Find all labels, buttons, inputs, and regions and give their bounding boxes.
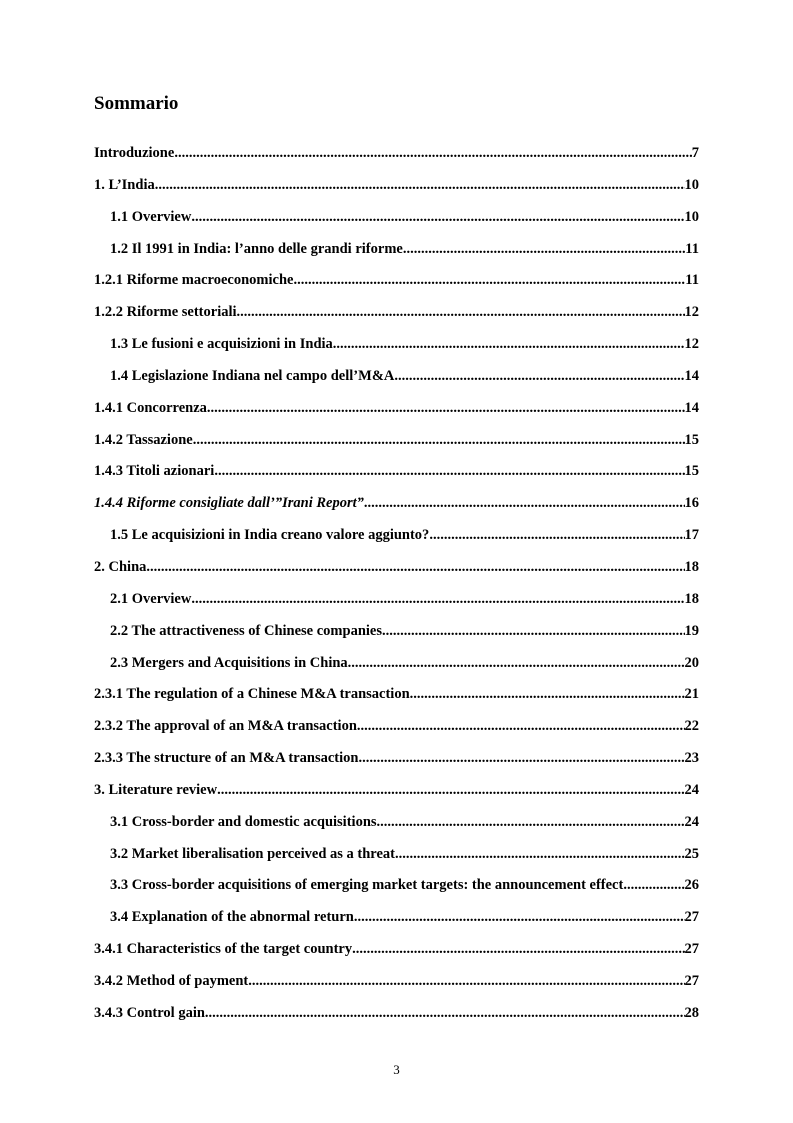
toc-leader-dots xyxy=(146,559,684,576)
toc-entry-label: 1.3 Le fusioni e acquisizioni in India xyxy=(110,336,333,353)
toc-entry-label: Introduzione xyxy=(94,145,175,161)
toc-leader-dots xyxy=(217,782,684,799)
toc-entry-label: 1.4.2 Tassazione xyxy=(94,431,193,448)
toc-entry-label: 3.1 Cross-border and domestic acquisitions xyxy=(110,813,377,830)
toc-entry[interactable] xyxy=(94,527,699,559)
toc-entry-page: 11 xyxy=(685,240,699,257)
toc-entry-label: 2.3.2 The approval of an M&A transaction xyxy=(94,718,357,735)
toc-entry[interactable] xyxy=(94,973,699,1005)
toc-entry-label: 3.3 Cross-border acquisitions of emerging market targets: the announcement effect xyxy=(110,877,624,894)
toc-entry-label: 3.4 Explanation of the abnormal return xyxy=(110,909,354,926)
toc-entry-label: 1.4.3 Titoli azionari xyxy=(94,463,215,480)
page-title: Sommario xyxy=(94,93,179,114)
toc-leader-dots xyxy=(382,623,685,640)
toc-entry-page: 26 xyxy=(684,877,699,894)
toc-entry-label: 1.4.1 Concorrenza xyxy=(94,399,207,416)
toc-entry-page: 19 xyxy=(684,622,699,639)
toc-leader-dots xyxy=(214,463,684,480)
toc-entry-page: 27 xyxy=(684,909,699,926)
toc-entry-page: 25 xyxy=(684,845,699,862)
toc-leader-dots xyxy=(364,495,685,512)
toc-entry[interactable] xyxy=(94,559,699,591)
toc-entry-label: 3.4.2 Method of payment xyxy=(94,972,249,989)
toc-leader-dots xyxy=(354,909,685,926)
toc-entry[interactable] xyxy=(94,432,699,464)
toc-entry[interactable] xyxy=(94,463,699,495)
toc-entry[interactable] xyxy=(94,495,699,527)
toc-entry[interactable] xyxy=(94,686,699,718)
toc-entry-label: 2.3 Mergers and Acquisitions in China xyxy=(110,654,348,671)
toc-leader-dots xyxy=(429,527,684,544)
toc-entry[interactable] xyxy=(94,718,699,750)
toc-leader-dots xyxy=(205,1005,685,1022)
toc-entry-page: 14 xyxy=(684,399,699,416)
toc-entry-page: 10 xyxy=(684,176,699,193)
toc-leader-dots xyxy=(395,846,685,863)
toc-entry-label: 2.3.3 The structure of an M&A transaction xyxy=(94,750,359,767)
toc-leader-dots xyxy=(191,209,684,226)
toc-entry-label: 1.2.2 Riforme settoriali xyxy=(94,304,237,321)
toc-entry[interactable] xyxy=(94,241,699,273)
toc-entry[interactable] xyxy=(94,272,699,304)
toc-entry-label: 2.1 Overview xyxy=(110,590,192,607)
toc-entry-page: 14 xyxy=(684,367,699,384)
table-of-contents xyxy=(94,145,699,1037)
toc-leader-dots xyxy=(333,336,685,353)
toc-entry-label: 2.3.1 The regulation of a Chinese M&A transaction xyxy=(94,686,410,703)
toc-entry-page: 16 xyxy=(684,495,699,512)
toc-entry[interactable] xyxy=(94,941,699,973)
toc-entry-page: 12 xyxy=(684,336,699,353)
toc-entry-label: 3.2 Market liberalisation perceived as a threat xyxy=(110,845,395,862)
toc-entry[interactable] xyxy=(94,814,699,846)
toc-entry-label: 1.4.4 Riforme consigliate dall’”Irani Report” xyxy=(94,495,364,512)
toc-entry-page: 24 xyxy=(684,781,699,798)
toc-leader-dots xyxy=(293,272,685,289)
toc-entry-page: 10 xyxy=(684,208,699,225)
toc-entry[interactable] xyxy=(94,177,699,209)
toc-entry-label: 1.2 Il 1991 in India: l’anno delle grandi riforme xyxy=(110,240,403,257)
toc-entry-label: 1. L’India xyxy=(94,176,155,193)
toc-leader-dots xyxy=(248,973,684,990)
toc-entry[interactable] xyxy=(94,336,699,368)
toc-entry-page: 18 xyxy=(684,558,699,575)
toc-entry-page: 21 xyxy=(684,686,699,703)
toc-entry-page: 18 xyxy=(684,590,699,607)
toc-entry[interactable] xyxy=(94,846,699,878)
toc-leader-dots xyxy=(403,241,685,258)
toc-entry[interactable] xyxy=(94,145,699,177)
toc-entry-page: 23 xyxy=(684,750,699,767)
toc-entry-label: 3. Literature review xyxy=(94,781,218,798)
toc-entry[interactable] xyxy=(94,304,699,336)
toc-leader-dots xyxy=(155,177,685,194)
toc-entry[interactable] xyxy=(94,655,699,687)
toc-leader-dots xyxy=(191,591,684,608)
toc-entry-page: 15 xyxy=(684,431,699,448)
toc-entry-page: 22 xyxy=(684,718,699,735)
toc-leader-dots xyxy=(348,655,685,672)
toc-leader-dots xyxy=(352,941,684,958)
toc-leader-dots xyxy=(193,432,685,449)
toc-entry[interactable] xyxy=(94,877,699,909)
toc-entry[interactable] xyxy=(94,623,699,655)
toc-leader-dots xyxy=(237,304,685,321)
toc-entry-page: 24 xyxy=(684,813,699,830)
toc-entry[interactable] xyxy=(94,1005,699,1037)
toc-entry[interactable] xyxy=(94,591,699,623)
toc-entry-label: 3.4.1 Characteristics of the target country xyxy=(94,941,353,958)
toc-entry[interactable] xyxy=(94,209,699,241)
toc-leader-dots xyxy=(207,400,685,417)
toc-entry-label: 2. China xyxy=(94,558,147,575)
toc-leader-dots xyxy=(174,145,691,162)
toc-entry-page: 15 xyxy=(684,463,699,480)
toc-entry-page: 12 xyxy=(684,304,699,321)
toc-entry-page: 11 xyxy=(685,272,699,289)
toc-entry[interactable] xyxy=(94,782,699,814)
toc-entry-label: 2.2 The attractiveness of Chinese companies xyxy=(110,622,382,639)
toc-entry-page: 27 xyxy=(684,941,699,958)
toc-leader-dots xyxy=(377,814,685,831)
toc-leader-dots xyxy=(623,877,684,894)
toc-entry-page: 28 xyxy=(684,1004,699,1021)
toc-entry-label: 1.5 Le acquisizioni in India creano valore aggiunto? xyxy=(110,527,430,544)
toc-entry-page: 17 xyxy=(684,527,699,544)
page-number: 3 xyxy=(393,1062,400,1077)
toc-entry[interactable] xyxy=(94,909,699,941)
toc-leader-dots xyxy=(394,368,684,385)
toc-leader-dots xyxy=(358,750,684,767)
toc-entry[interactable] xyxy=(94,400,699,432)
toc-entry-label: 1.2.1 Riforme macroeconomiche xyxy=(94,272,294,289)
toc-entry-label: 1.1 Overview xyxy=(110,208,192,225)
toc-leader-dots xyxy=(357,718,685,735)
toc-entry-page: 20 xyxy=(684,654,699,671)
toc-leader-dots xyxy=(410,686,685,703)
toc-entry[interactable] xyxy=(94,750,699,782)
toc-entry-label: 3.4.3 Control gain xyxy=(94,1004,205,1021)
toc-entry-label: 1.4 Legislazione Indiana nel campo dell’M&A xyxy=(110,367,395,384)
toc-entry[interactable] xyxy=(94,368,699,400)
toc-entry-page: 7 xyxy=(691,145,699,161)
toc-entry-page: 27 xyxy=(684,972,699,989)
